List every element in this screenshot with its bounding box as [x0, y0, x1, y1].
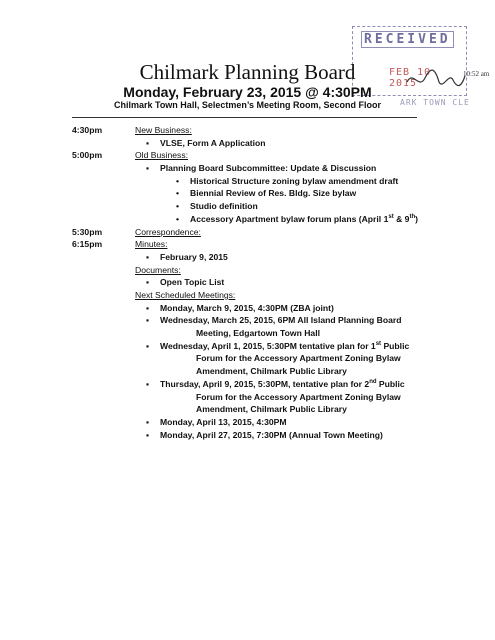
page-title: Chilmark Planning Board — [139, 60, 356, 84]
stamp-received-text: RECEIVED — [361, 31, 454, 48]
list-item: Monday, April 13, 2015, 4:30PM — [160, 416, 287, 427]
list-subitem: Historical Structure zoning bylaw amendment draft — [190, 175, 399, 186]
square-bullet: ▪ — [146, 416, 150, 427]
square-bullet: ▪ — [146, 302, 150, 313]
section-heading: Old Business: — [135, 150, 189, 161]
agenda-row — [72, 200, 472, 213]
section-heading: Next Scheduled Meetings: — [135, 289, 236, 300]
dot-bullet: • — [176, 213, 180, 224]
header-divider — [72, 117, 417, 118]
agenda-row — [72, 213, 472, 226]
agenda-row — [72, 187, 472, 200]
square-bullet: ▪ — [146, 277, 150, 288]
section-heading: Correspondence: — [135, 226, 201, 237]
list-item: Open Topic List — [160, 277, 225, 288]
section-heading: Minutes: — [135, 239, 168, 250]
agenda-row — [72, 340, 472, 378]
agenda-row — [72, 175, 472, 188]
stamp-date: FEB 10 2015 — [389, 67, 432, 89]
section-heading: New Business: — [135, 125, 192, 135]
agenda-row — [72, 302, 472, 315]
square-bullet: ▪ — [146, 315, 150, 326]
square-bullet: ▪ — [146, 429, 150, 440]
agenda-row — [72, 276, 472, 289]
square-bullet: ▪ — [146, 251, 150, 262]
dot-bullet: • — [176, 201, 180, 212]
agenda-row — [72, 251, 472, 264]
square-bullet: ▪ — [146, 378, 150, 389]
signature-note: 10:52 am — [463, 70, 490, 78]
stamp-office: ARK TOWN CLE — [400, 98, 470, 107]
list-item: Planning Board Subcommittee: Update & Discussion — [160, 163, 377, 174]
list-subitem: Studio definition — [190, 201, 258, 212]
agenda-row — [72, 238, 472, 251]
agenda-row — [72, 378, 472, 416]
agenda-row — [72, 314, 472, 339]
list-item: Wednesday, March 25, 2015, 6PM All Island Planning Board Meeting, Edgartown Town Hall — [160, 315, 402, 339]
list-item: Monday, April 27, 2015, 7:30PM (Annual Town Meeting) — [160, 429, 383, 440]
agenda-row — [72, 264, 472, 277]
agenda-row — [72, 289, 472, 302]
section-heading: Documents: — [135, 264, 181, 275]
list-subitem: Accessory Apartment bylaw forum plans (April 1st & 9th) — [190, 213, 419, 224]
meeting-location: Chilmark Town Hall, Selectmen’s Meeting Room, Second Floor — [113, 100, 382, 110]
square-bullet: ▪ — [146, 137, 150, 148]
meeting-date: Monday, February 23, 2015 @ 4:30PM — [123, 84, 372, 100]
agenda-row — [72, 137, 472, 150]
agenda-row — [72, 429, 472, 442]
agenda-row — [72, 416, 472, 429]
square-bullet: ▪ — [146, 340, 150, 351]
agenda-row — [72, 226, 472, 239]
square-bullet: ▪ — [146, 163, 150, 174]
dot-bullet: • — [176, 188, 180, 199]
list-item: VLSE, Form A Application — [160, 137, 266, 148]
agenda-list — [72, 124, 472, 441]
time-label: 5:30pm — [72, 226, 103, 237]
list-item: February 9, 2015 — [160, 251, 228, 262]
agenda-row — [72, 124, 472, 137]
time-label: 6:15pm — [72, 239, 103, 250]
time-label: 4:30pm — [72, 125, 103, 135]
list-item: Thursday, April 9, 2015, 5:30PM, tentative plan for 2nd Public Forum for the Accessory Apartment Zoning Bylaw Amendment, Chilmark Public Library — [160, 378, 405, 415]
time-label: 5:00pm — [72, 150, 103, 161]
list-subitem: Biennial Review of Res. Bldg. Size bylaw — [190, 188, 357, 199]
list-item: Wednesday, April 1, 2015, 5:30PM tentative plan for 1st Public Forum for the Accessory Apartment Zoning Bylaw Amendment, Chilmark Public Library — [160, 340, 410, 377]
list-item: Monday, March 9, 2015, 4:30PM (ZBA joint) — [160, 302, 334, 313]
dot-bullet: • — [176, 175, 180, 186]
agenda-row — [72, 162, 472, 175]
agenda-row — [72, 149, 472, 162]
